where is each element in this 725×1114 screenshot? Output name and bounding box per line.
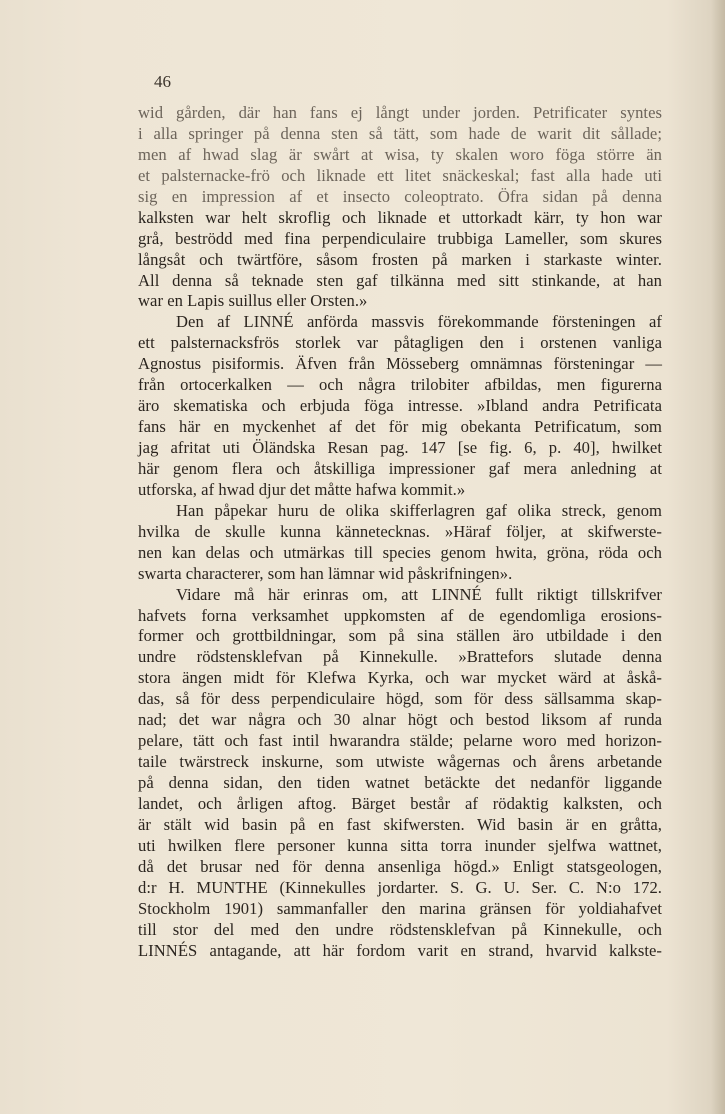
- text-line: hafvets forna verksamhet uppkomsten af de egendomliga erosions-: [138, 605, 662, 625]
- text-line: från ortocerkalken — och några trilobiter afbildas, men figurerna: [138, 375, 662, 395]
- text-line: swarta characterer, som han lämnar wid påskrifningen».: [138, 563, 513, 583]
- text-line: hvilka de skulle kunna kännetecknas. »Häraf följer, at skifwerste-: [138, 521, 662, 541]
- text-line: utforska, af hwad djur det måtte hafwa kommit.»: [138, 479, 466, 499]
- text-line: Vidare må här erinras om, att LINNÉ fullt riktigt tillskrifver: [176, 584, 662, 604]
- text-line: är stält wid basin på en fast skifwersten. Wid basin är en gråtta,: [138, 814, 662, 834]
- page-edge-shadow: [711, 0, 725, 1114]
- text-line: landet, och årligen aftog. Bärget består af rödaktig kalksten, och: [138, 793, 662, 813]
- text-line: här genom flera och åtskilliga impressioner gaf mera anledning at: [138, 458, 662, 478]
- text-line: All denna så teknade sten gaf tilkänna med sitt stinkande, at han: [138, 270, 662, 290]
- text-line: jag afritat uti Öländska Resan pag. 147 [se fig. 6, p. 40], hwilket: [138, 438, 662, 457]
- text-line: former och grottbildningar, som på sina ställen äro utbildade i den: [138, 626, 662, 646]
- text-line: uti hwilken flere personer kunna sitta torra inunder sjelfwa wattnet,: [138, 835, 662, 855]
- text-line: das, så för dess perpendiculaire högd, som för dess sällsamma skap-: [138, 689, 662, 709]
- body-text: [138, 103, 662, 961]
- text-line: war en Lapis suillus eller Orsten.»: [138, 291, 368, 311]
- text-line: nad; det war några och 30 alnar högt och bestod liksom af runda: [138, 710, 662, 730]
- text-line: nen kan delas och utmärkas till species genom hwita, gröna, röda och: [138, 542, 662, 562]
- text-line: på denna sidan, den tiden watnet betäckte det nedanför liggande: [138, 773, 662, 792]
- text-line: LINNÉS antagande, att här fordom varit en strand, hvarvid kalkste-: [138, 940, 662, 960]
- text-line: undre rödstensklefvan på Kinnekulle. »Brattefors slutade denna: [138, 647, 662, 667]
- text-line: Agnostus pisiformis. Äfven från Mösseberg omnämnas försteningar —: [138, 354, 662, 374]
- text-line: fans här en myckenhet af det för mig obekanta Petrificatum, som: [138, 417, 662, 437]
- text-line: till stor del med den undre rödstensklefvan på Kinnekulle, och: [138, 919, 662, 939]
- text-line: taile twärstreck inskurne, som utwiste wågernas och årens arbetande: [138, 752, 662, 772]
- text-line: ett palsternacksfrös storlek var påtagligen den i orstenen vanliga: [138, 333, 662, 353]
- text-line: då det brusar ned för denna ansenliga högd.» Enligt statsgeologen,: [138, 856, 662, 876]
- text-line: d:r H. MUNTHE (Kinnekulles jordarter. S. G. U. Ser. C. N:o 172.: [138, 877, 662, 897]
- text-line: men af hwad slag är swårt at wisa, ty skalen woro föga större än: [138, 144, 662, 164]
- page-number: 46: [154, 72, 171, 91]
- text-line: wid gården, där han fans ej långt under jorden. Petrificater syntes: [138, 103, 662, 122]
- text-line: äro skematiska och erbjuda föga intresse. »Ibland andra Petrificata: [138, 396, 662, 416]
- text-line: et palsternacke-frö och liknade ett litet snäckeskal; fast alla hade uti: [138, 165, 662, 185]
- text-line: långsåt och twärtföre, såsom frosten på marken i starkaste winter.: [138, 249, 662, 269]
- text-line: Han påpekar huru de olika skifferlagren gaf olika streck, genom: [176, 500, 662, 520]
- text-line: i alla springer på denna sten så tätt, som hade de warit dit sållade;: [138, 123, 662, 143]
- text-line: Stockholm 1901) sammanfaller den marina gränsen för yoldiahafvet: [138, 898, 662, 918]
- text-line: kalksten war helt skroflig och liknade et uttorkadt kärr, ty hon war: [138, 207, 662, 227]
- text-line: grå, beströdd med fina perpendiculaire trubbiga Lameller, som skures: [138, 228, 662, 248]
- text-line: stora ängen midt för Klefwa Kyrka, och war mycket wärd at åskå-: [138, 668, 662, 688]
- text-line: pelare, tätt och fast intil hwarandra stälde; pelarne woro med horizon-: [138, 731, 662, 751]
- text-line: Den af LINNÉ anförda massvis förekommande försteningen af: [176, 312, 662, 332]
- text-line: sig en impression af et insecto coleoptrato. Öfra sidan på denna: [138, 186, 662, 206]
